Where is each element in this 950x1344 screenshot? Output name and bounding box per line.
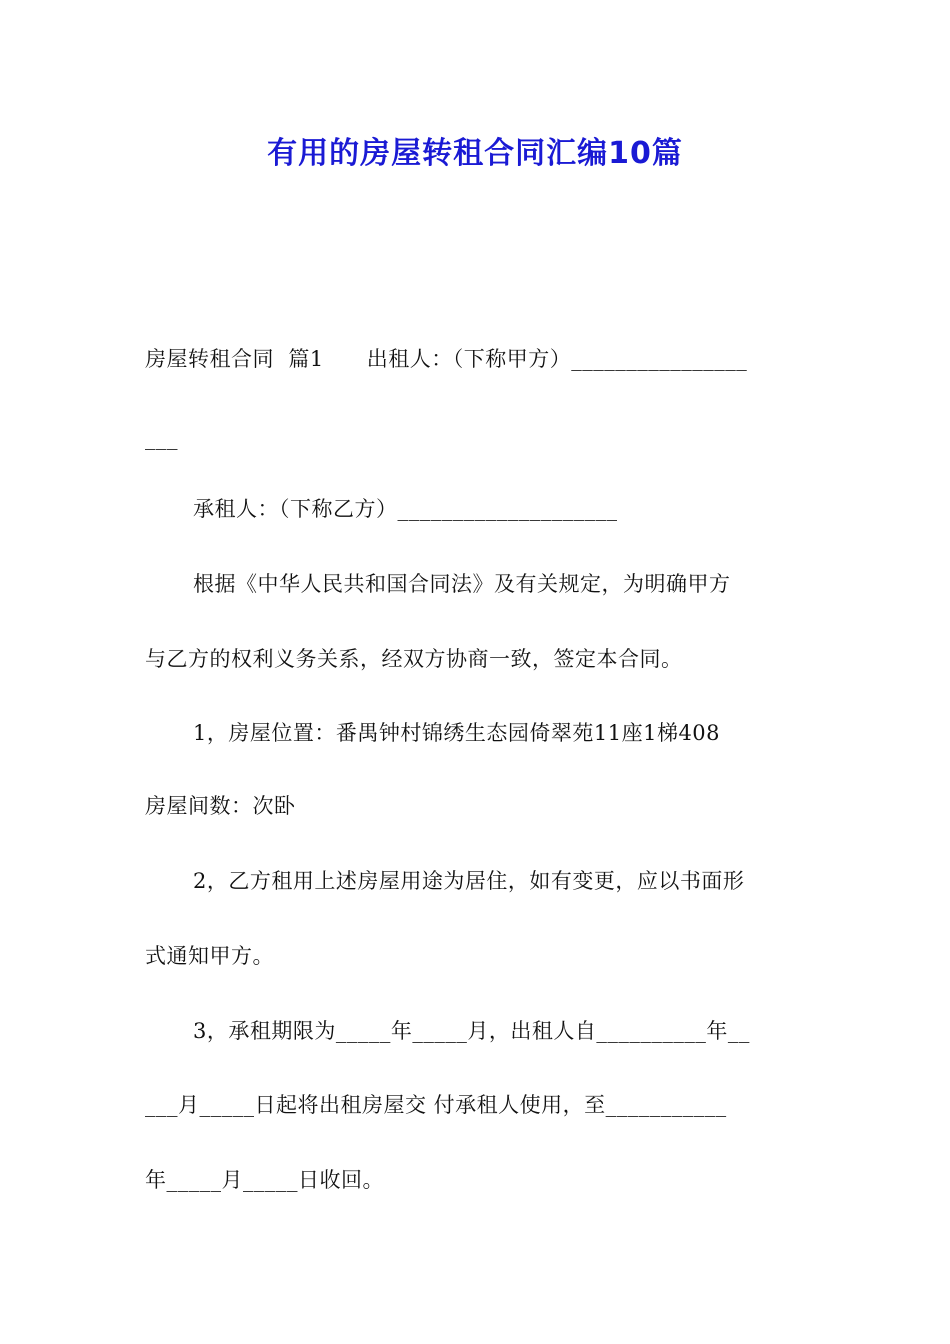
- clause-3-line-2: ___月_____日起将出租房屋交 付承租人使用，至___________: [145, 1093, 727, 1117]
- clause-3-line-3: 年_____月_____日收回。: [145, 1168, 384, 1192]
- clause-3-line-1: 3，承租期限为_____年_____月，出租人自__________年__: [193, 1019, 750, 1043]
- paragraph-line-4: 根据《中华人民共和国合同法》及有关规定，为明确甲方: [193, 572, 731, 596]
- paragraph-line-2: ___: [145, 426, 178, 450]
- page-title: 有用的房屋转租合同汇编10篇: [267, 136, 683, 171]
- clause-1-line-1: 1，房屋位置：番禺钟村锦绣生态园倚翠苑11座1梯408: [193, 721, 721, 745]
- paragraph-line-1: 房屋转租合同 篇1 出租人：（下称甲方）________________: [145, 347, 748, 371]
- clause-1-line-2: 房屋间数：次卧: [145, 794, 296, 818]
- clause-2-line-2: 式通知甲方。: [145, 944, 274, 968]
- clause-2-line-1: 2，乙方租用上述房屋用途为居住，如有变更，应以书面形: [193, 869, 745, 893]
- lessee-line: 承租人：（下称乙方）____________________: [193, 497, 618, 521]
- paragraph-line-5: 与乙方的权利义务关系，经双方协商一致，签定本合同。: [145, 647, 683, 671]
